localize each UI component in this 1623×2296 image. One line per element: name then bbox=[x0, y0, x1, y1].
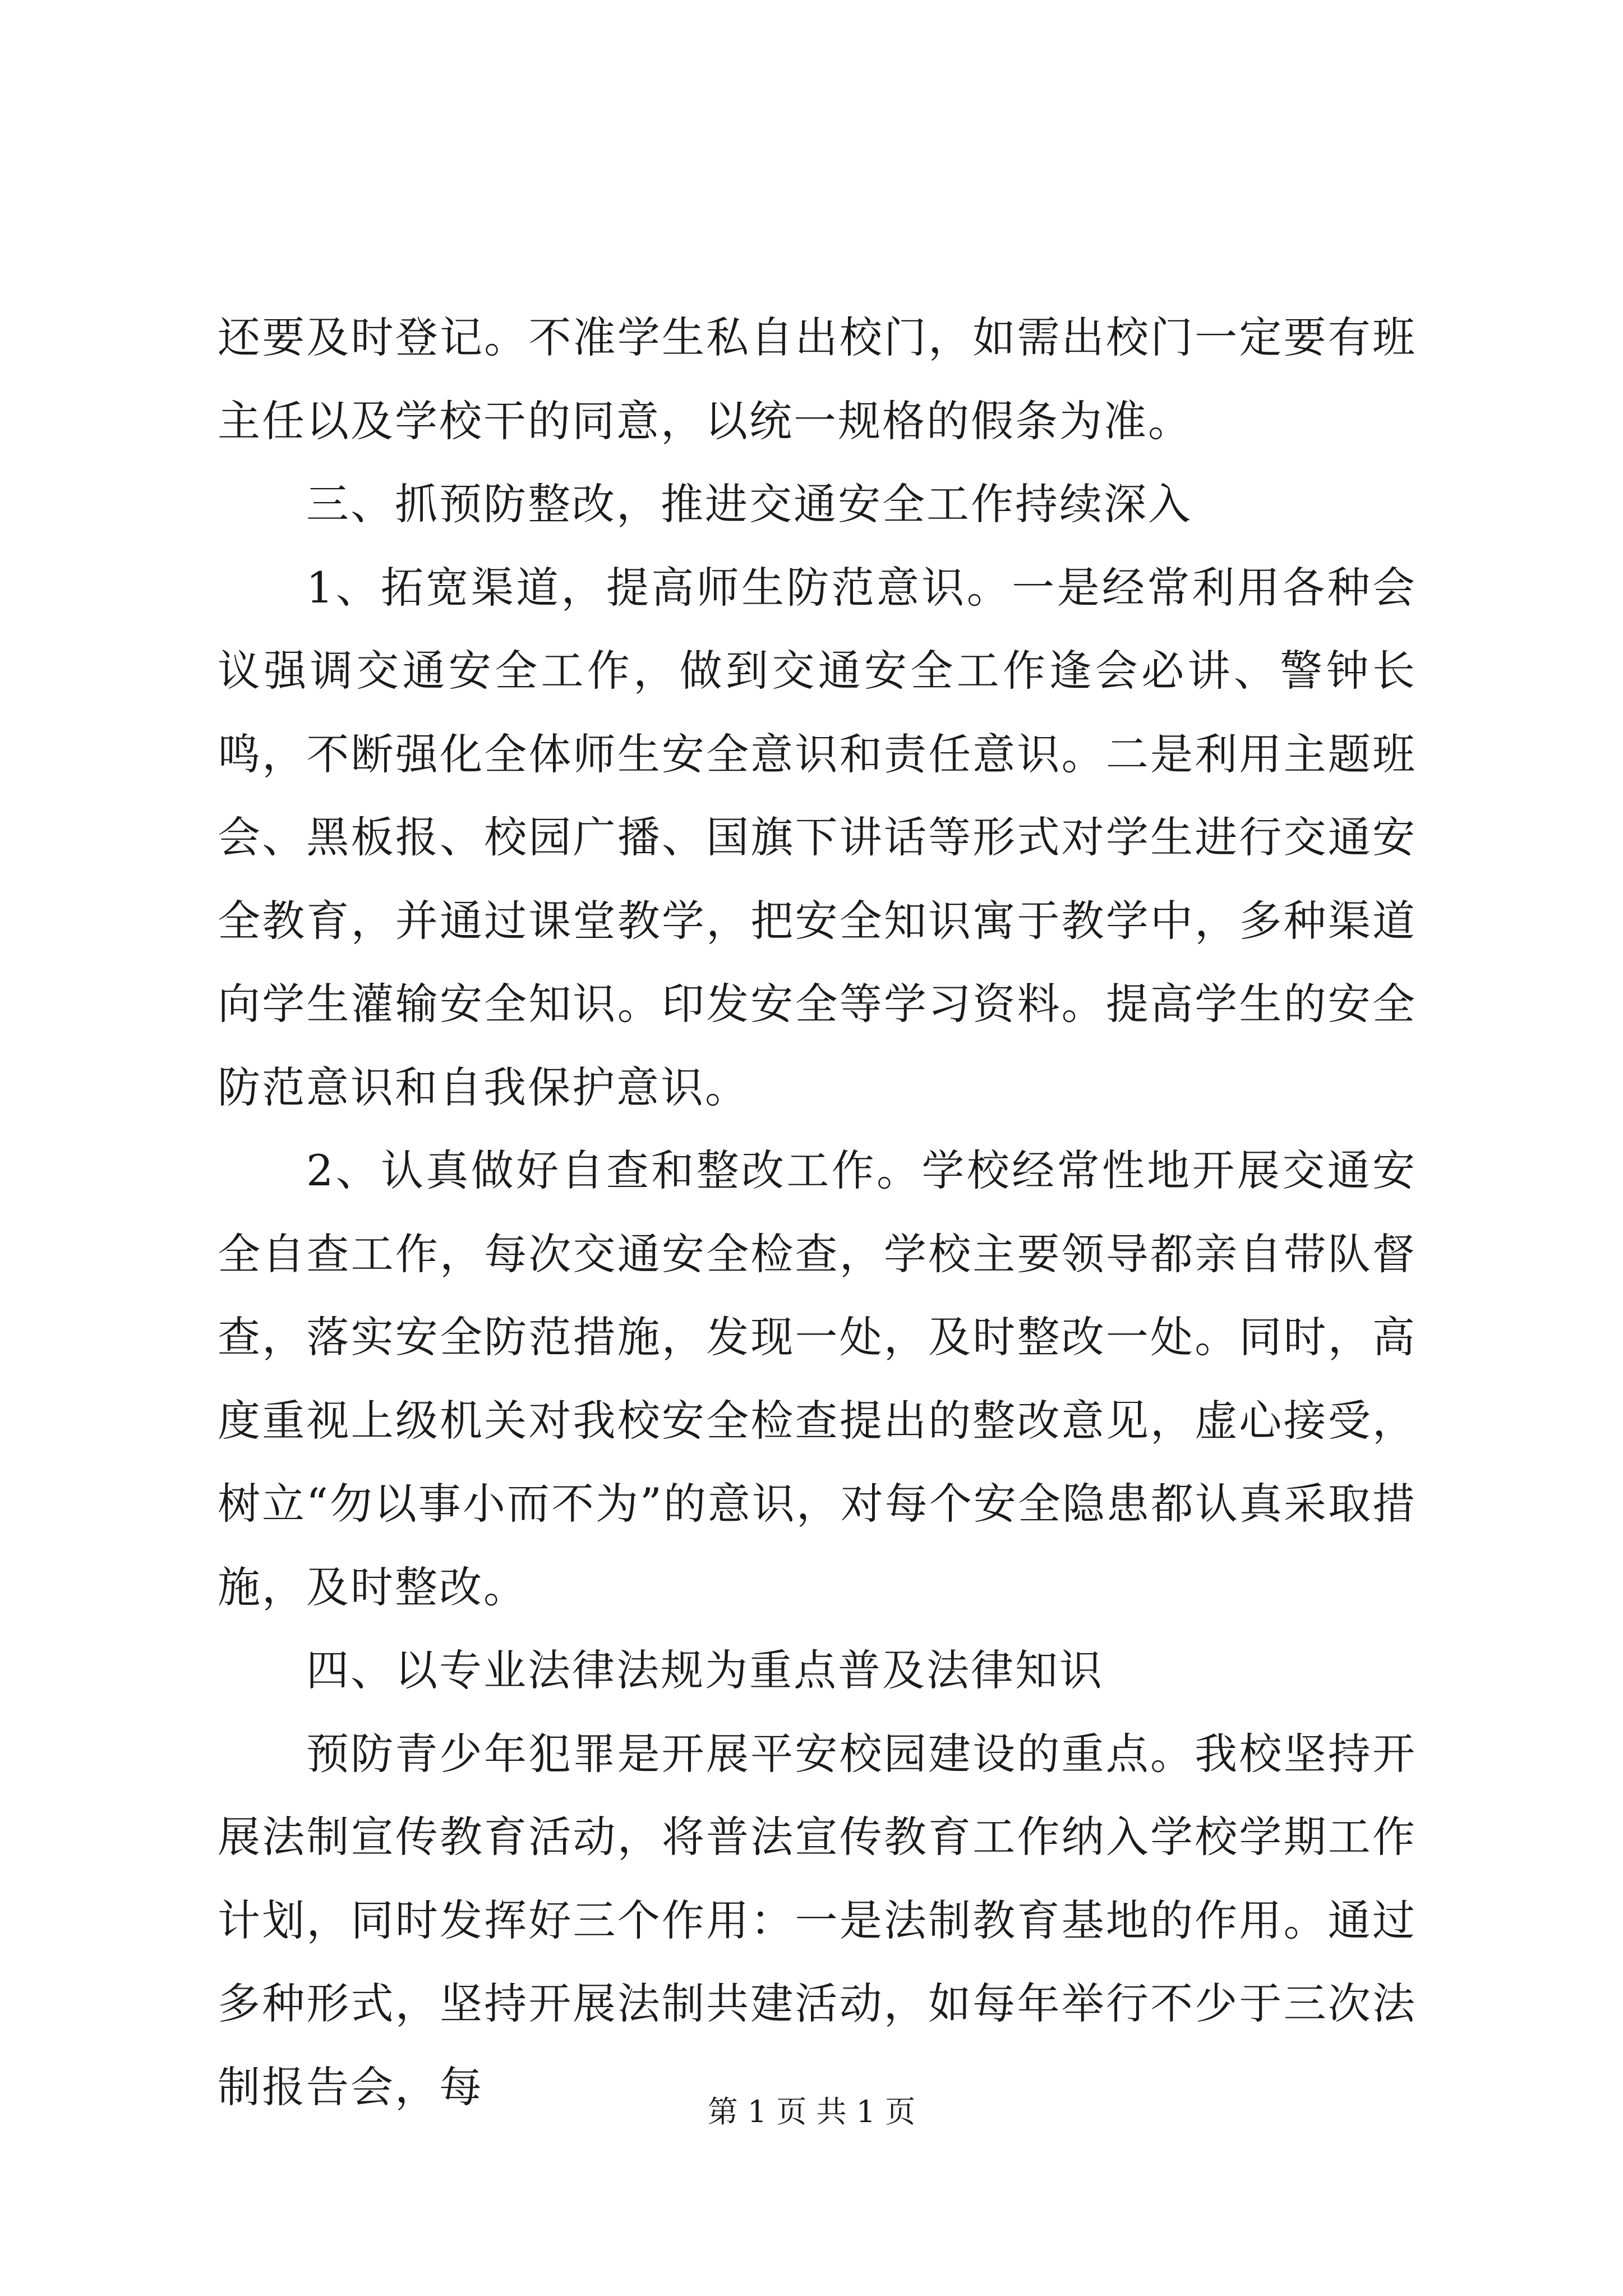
paragraph-continuation: 还要及时登记。不准学生私自出校门，如需出校门一定要有班主任以及学校干的同意，以统一规格的假条为准。 bbox=[218, 312, 1417, 446]
document-body bbox=[218, 296, 1417, 2129]
section-heading-3: 三、抓预防整改，推进交通安全工作持续深入 bbox=[306, 479, 1192, 529]
paragraph-section-4: 预防青少年犯罪是开展平安校园建设的重点。我校坚持开展法制宣传教育活动，将普法宣传教育工作纳入学校学期工作计划，同时发挥好三个作用：一是法制教育基地的作用。通过多种形式，坚持开展法制共建活动，如每年举行不少于三次法制报告会，每 bbox=[218, 1728, 1417, 2112]
paragraph-item-1: 1、拓宽渠道，提高师生防范意识。一是经常利用各种会议强调交通安全工作，做到交通安全工作逢会必讲、警钟长鸣，不断强化全体师生安全意识和责任意识。二是利用主题班会、黑板报、校园广播、国旗下讲话等形式对学生进行交通安全教育，并通过课堂教学，把安全知识寓于教学中，多种渠道向学生灌输安全知识。印发安全等学习资料。提高学生的安全防范意识和自我保护意识。 bbox=[218, 562, 1417, 1112]
section-heading-4: 四、以专业法律法规为重点普及法律知识 bbox=[306, 1645, 1104, 1695]
paragraph-item-2: 2、认真做好自查和整改工作。学校经常性地开展交通安全自查工作，每次交通安全检查，学校主要领导都亲自带队督查，落实安全防范措施，发现一处，及时整改一处。同时，高度重视上级机关对我校安全检查提出的整改意见，虚心接受，树立“勿以事小而不为”的意识，对每个安全隐患都认真采取措施，及时整改。 bbox=[218, 1145, 1417, 1612]
page-footer: 第 1 页 共 1 页 bbox=[707, 2094, 916, 2129]
